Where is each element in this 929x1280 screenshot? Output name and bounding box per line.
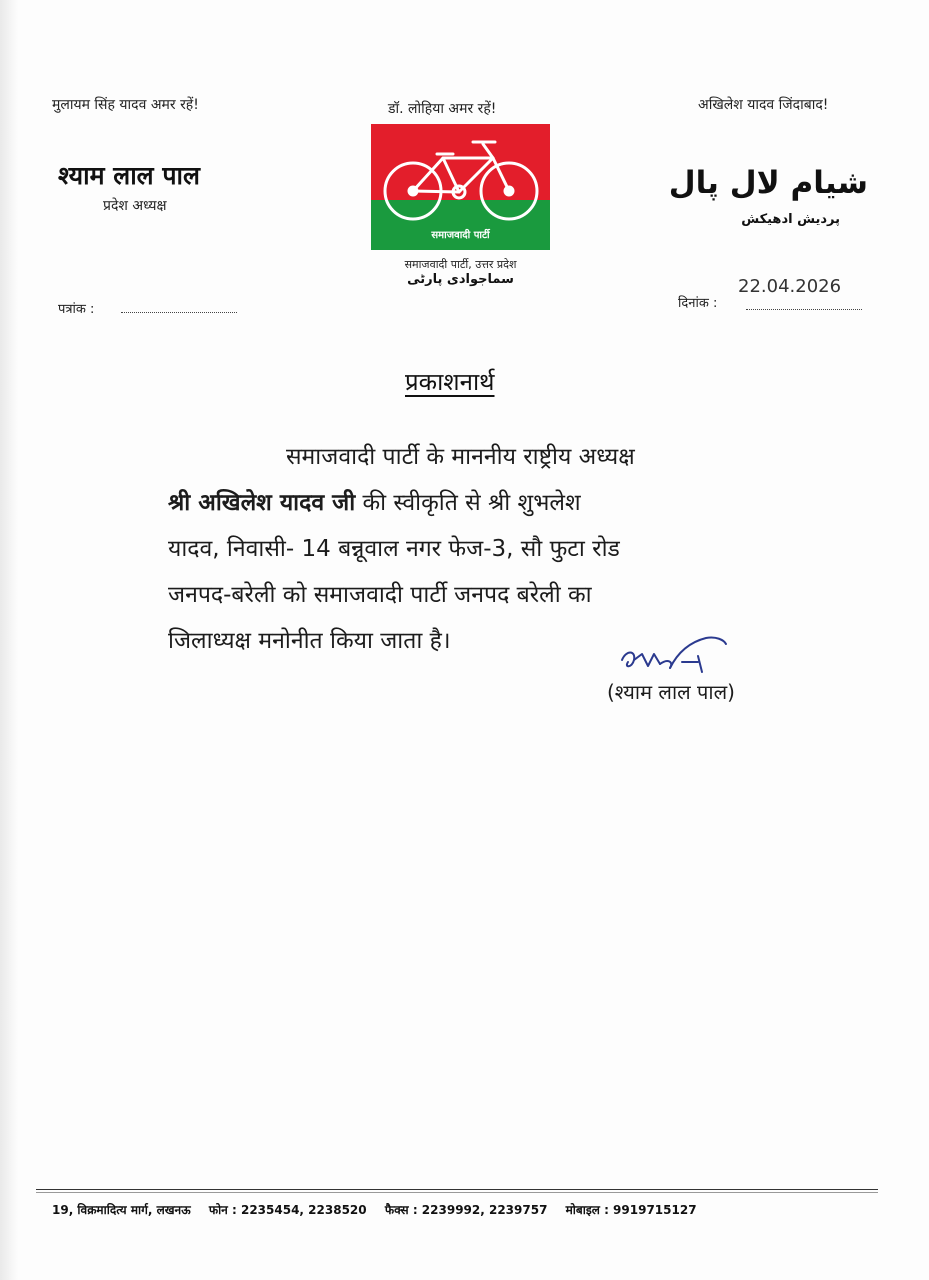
letter-heading: प्रकाशनार्थ [405,368,495,396]
body-line-1: समाजवादी पार्टी के माननीय राष्ट्रीय अध्यक्ष [286,444,635,470]
party-state-text: समाजवादी पार्टी, उत्तर प्रदेश [404,258,517,271]
footer-divider [36,1189,878,1190]
body-line-2 [168,480,784,526]
footer-fax: फैक्स : 2239992, 2239757 [384,1203,548,1217]
signatory-name: (श्याम लाल पाल) [607,680,735,704]
dinank-label: दिनांक : [678,296,718,311]
party-logo [371,124,550,250]
sender-name-hindi: श्याम लाल पाल [58,161,200,190]
footer-divider-thin [36,1192,878,1193]
party-name-urdu: سماجوادی پارٹی [407,272,514,287]
body-line-3: यादव, निवासी- 14 बन्नूवाल नगर फेज-3, सौ फुटा रोड [168,536,620,562]
sender-title-urdu: پردیش ادھیکش [741,212,840,227]
paper-edge-shadow [0,0,18,1280]
slogan-right: अखिलेश यादव जिंदाबाद! [698,97,829,113]
footer-phone: फोन : 2235454, 2238520 [208,1203,367,1217]
sender-title-hindi: प्रदेश अध्यक्ष [103,198,167,214]
letter-body [168,434,784,664]
footer-mobile: मोबाइल : 9919715127 [565,1203,697,1217]
patrank-label: पत्रांक : [58,302,95,317]
body-line-2-bold: श्री अखिलेश यादव जी [168,490,356,516]
footer-contact [52,1201,711,1218]
logo-label: समाजवादी पार्टी [431,230,490,241]
date-value: 22.04.2026 [738,276,842,297]
dinank-dotted-line [746,308,862,310]
slogan-center: डॉ. लोहिया अमर रहें! [388,101,497,117]
body-line-5: जिलाध्यक्ष मनोनीत किया जाता है। [168,628,451,654]
footer-address: 19, विक्रमादित्य मार्ग, लखनऊ [52,1203,191,1217]
sender-name-urdu: شیام لال پال [668,165,868,201]
patrank-dotted-line [121,311,237,313]
slogan-left: मुलायम सिंह यादव अमर रहें! [52,97,199,113]
body-line-4: जनपद-बरेली को समाजवादी पार्टी जनपद बरेली का [168,582,592,608]
body-line-2-rest: की स्वीकृति से श्री शुभलेश [355,490,581,516]
